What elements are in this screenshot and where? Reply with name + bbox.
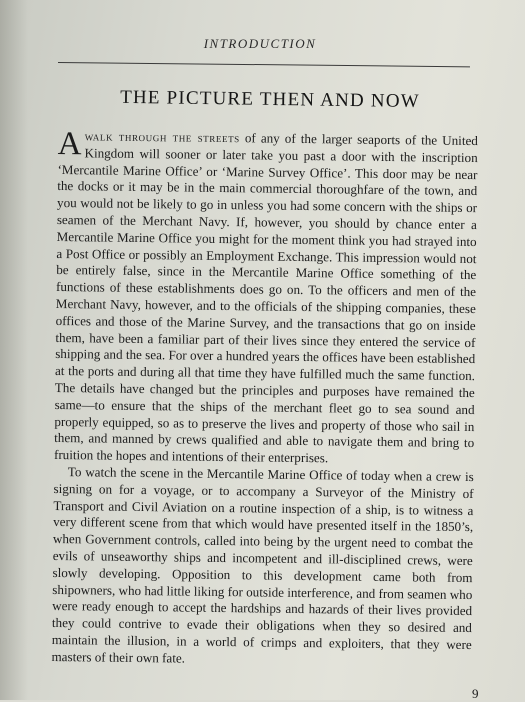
gutter-shadow bbox=[0, 0, 28, 700]
paragraph-1-text: of any of the larger seaports of the United Kingdom will sooner or later take you past a door with the inscription ‘Mercantile Marine Office’ or ‘Marine Survey Office’. This door may be near the docks or it may be in the main commercial thoroughfare of the town, and you would not be likely to go in unless you had some concern with the ships or seamen of the Merchant Navy. If, however, you should by chance enter a Mercantile Marine Office you might for the moment think you had strayed into a Post Office or possibly an Employment Exchange. This impression would not be entirely false, since in the Mercantile Marine Office something of the functions of these establishments does go on. To the officers and men of the Merchant Navy, however, and to the officials of the shipping companies, these offices and those of the Marine Survey, and the transactions that go on inside them, have been a familiar part of their lives since they entered the service of shipping and the sea. For over a hundred years the offices have been established at the ports and during all that time they have fulfilled much the same function. The details have changed but the principles and purposes have remained the same—to ensure that the ships of the merchant fleet go to sea sound and properly equipped, so as to preserve the lives and property of those who sail in them, and manned by crews qualified and able to navigate them and bring to fruition the hopes and intentions of their enterprises. bbox=[53, 130, 478, 466]
paragraph-2: To watch the scene in the Mercantile Marine Office of today when a crew is signing on for a voyage, or to accompany a Surveyor of the Ministry of Transport and Civil Aviation on a routine inspection of a ship, is to witness a very different scene from that which would have presented itself in the 1850’s, when Government controls, called into being by the urgent need to combat the evils of unseaworthy ships and incompetent and ill-disciplined crews, were slowly developing. Opposition to this development came both from shipowners, who had little liking for outside interference, and from seamen who were ready enough to accept the hardships and hazards of their lives provided they could contrive to evade their obligations when they so desired and maintain the illusion, in a world of crimps and exploiters, that they were masters of their own fate. bbox=[51, 464, 474, 666]
page-number: 9 bbox=[472, 686, 479, 701]
lead-in-smallcaps: walk through the streets bbox=[84, 128, 240, 146]
running-head: INTRODUCTION bbox=[203, 36, 317, 51]
drop-cap: A bbox=[57, 126, 82, 163]
chapter-title: THE PICTURE THEN AND NOW bbox=[119, 86, 420, 113]
paragraph-1 bbox=[54, 128, 478, 469]
body-text bbox=[51, 128, 478, 671]
header-rule bbox=[58, 62, 470, 67]
